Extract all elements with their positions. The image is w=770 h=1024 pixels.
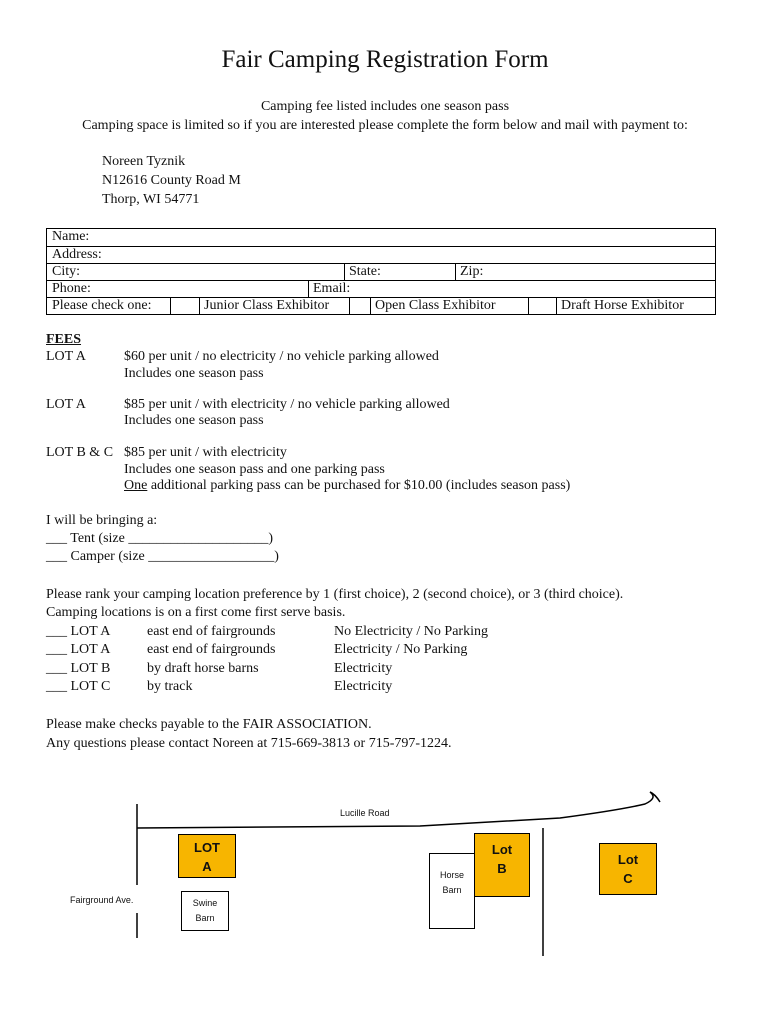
checkbox-open[interactable]: [349, 298, 350, 314]
state-field[interactable]: State:: [349, 264, 381, 279]
lot-a-label-2: A: [202, 859, 212, 874]
fee-desc-3: $85 per unit / with electricity: [124, 445, 287, 460]
rank-lot-1[interactable]: ___ LOT A: [46, 624, 111, 639]
rank-power-4: Electricity: [334, 679, 393, 694]
rank-power-2: Electricity / No Parking: [334, 642, 468, 657]
lot-b-marker: [474, 833, 530, 897]
fee-extra-3: [124, 478, 570, 494]
rank-where-3: by draft horse barns: [147, 661, 259, 676]
address-field[interactable]: Address:: [52, 247, 102, 262]
fee-lot-2: LOT A: [46, 397, 86, 412]
checkbox-draft[interactable]: [528, 298, 529, 314]
rank-lot-4[interactable]: ___ LOT C: [46, 679, 111, 694]
zip-field[interactable]: Zip:: [460, 264, 484, 279]
option-junior: Junior Class Exhibitor: [204, 298, 330, 313]
mail-to-street: N12616 County Road M: [102, 173, 241, 188]
phone-field[interactable]: Phone:: [52, 281, 91, 296]
rank-lot-2[interactable]: ___ LOT A: [46, 642, 111, 657]
checks-payable: Please make checks payable to the FAIR ASSOCIATION.: [46, 717, 372, 732]
fairground-ave-label: Fairground Ave.: [70, 895, 134, 905]
fee-note-1: Includes one season pass: [124, 366, 264, 381]
lucille-road-line: [137, 792, 660, 828]
lot-a-marker: [178, 834, 236, 878]
camper-line[interactable]: ___ Camper (size __________________): [46, 549, 279, 564]
check-row: [47, 297, 715, 314]
intro-line-2: Camping space is limited so if you are interested please complete the form below and mail with payment to:: [82, 118, 688, 133]
bringing-intro: I will be bringing a:: [46, 513, 158, 528]
lot-c-label-1: Lot: [617, 852, 639, 867]
fee-note-2: Includes one season pass: [124, 413, 264, 428]
lot-a-label-1: LOT: [194, 840, 220, 855]
fee-lot-3: LOT B & C: [46, 445, 114, 460]
fee-desc-2: $85 per unit / with electricity / no vehicle parking allowed: [124, 397, 450, 412]
lot-c-label-2: C: [623, 871, 633, 886]
rank-where-1: east end of fairgrounds: [147, 624, 276, 639]
rank-instructions: Please rank your camping location preference by 1 (first choice), 2 (second choice), or 3 (third choice).: [46, 587, 624, 602]
swine-barn-label-1: Swine: [192, 898, 218, 908]
rank-where-4: by track: [147, 679, 193, 694]
address-row: [47, 246, 715, 263]
fee-lot-1: LOT A: [46, 349, 86, 364]
swine-barn: [181, 891, 229, 931]
emphasis-one: One: [124, 478, 148, 493]
contact-info: Any questions please contact Noreen at 715-669-3813 or 715-797-1224.: [46, 736, 452, 751]
rank-power-1: No Electricity / No Parking: [334, 624, 488, 639]
rank-power-3: Electricity: [334, 661, 393, 676]
fees-heading: FEES: [46, 332, 82, 347]
horse-barn: [429, 853, 475, 929]
rank-lot-3[interactable]: ___ LOT B: [46, 661, 111, 676]
city-row: [47, 263, 715, 280]
rank-note: Camping locations is on a first come first serve basis.: [46, 605, 346, 620]
fee-desc-1: $60 per unit / no electricity / no vehicle parking allowed: [124, 349, 439, 364]
option-open: Open Class Exhibitor: [375, 298, 496, 313]
page-title: Fair Camping Registration Form: [221, 46, 549, 73]
phone-row: [47, 280, 715, 297]
fee-note-3: Includes one season pass and one parking pass: [124, 462, 385, 477]
checkbox-junior[interactable]: [170, 298, 171, 314]
name-field[interactable]: Name:: [52, 229, 90, 244]
lot-b-label-2: B: [497, 861, 507, 876]
swine-barn-label-2: Barn: [195, 913, 215, 923]
tent-line[interactable]: ___ Tent (size ____________________): [46, 531, 274, 546]
mail-to-city: Thorp, WI 54771: [102, 192, 200, 207]
email-field[interactable]: Email:: [313, 281, 351, 296]
mail-to-name: Noreen Tyznik: [102, 154, 186, 169]
horse-barn-label-1: Horse: [439, 870, 464, 880]
rank-where-2: east end of fairgrounds: [147, 642, 276, 657]
city-field[interactable]: City:: [52, 264, 81, 279]
lucille-road-label: Lucille Road: [340, 808, 390, 818]
fee-extra-text: additional parking pass can be purchased for $10.00 (includes season pass): [147, 478, 571, 493]
lot-b-label-1: Lot: [491, 842, 513, 857]
horse-barn-label-2: Barn: [442, 885, 462, 895]
option-draft: Draft Horse Exhibitor: [561, 298, 684, 313]
intro-line-1: Camping fee listed includes one season pass: [260, 99, 510, 114]
lot-c-marker: [599, 843, 657, 895]
registration-table: [46, 228, 716, 315]
name-row: [47, 229, 715, 246]
check-label: Please check one:: [52, 298, 152, 313]
